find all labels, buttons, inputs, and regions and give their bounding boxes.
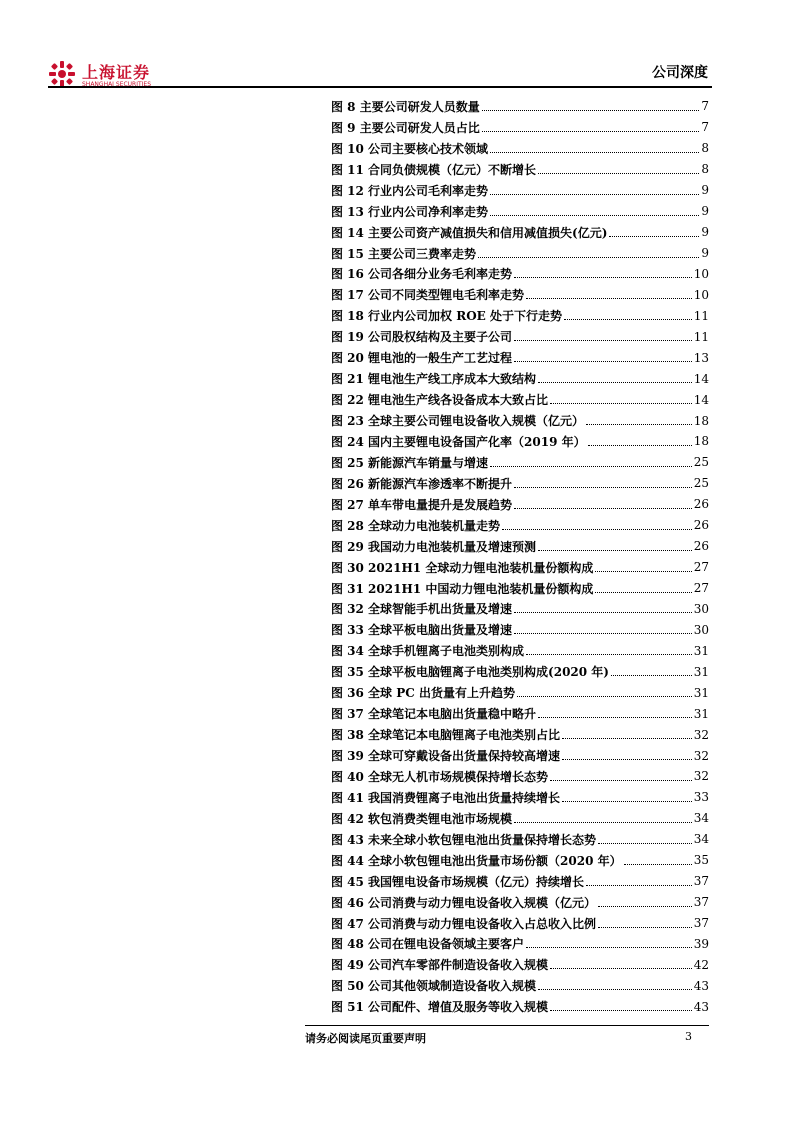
toc-dot-leader bbox=[624, 864, 692, 865]
toc-entry[interactable] bbox=[331, 96, 709, 117]
toc-entry-page: 30 bbox=[693, 622, 709, 637]
toc-entry-page: 42 bbox=[693, 957, 709, 972]
toc-entry[interactable] bbox=[331, 745, 709, 766]
toc-entry-label: 图 18 行业内公司加权 ROE 处于下行走势 bbox=[331, 309, 562, 324]
toc-entry[interactable] bbox=[331, 787, 709, 808]
toc-dot-leader bbox=[514, 612, 692, 613]
toc-entry[interactable] bbox=[331, 619, 709, 640]
toc-entry-label: 图 21 锂电池生产线工序成本大致结构 bbox=[331, 372, 537, 387]
toc-dot-leader bbox=[598, 927, 692, 928]
toc-entry[interactable] bbox=[331, 389, 709, 410]
toc-entry[interactable] bbox=[331, 975, 709, 996]
toc-entry-label: 图 48 公司在锂电设备领域主要客户 bbox=[331, 937, 525, 952]
toc-entry-page: 33 bbox=[693, 790, 709, 805]
toc-entry-label: 图 12 行业内公司毛利率走势 bbox=[331, 183, 489, 198]
toc-entry[interactable] bbox=[331, 159, 709, 180]
toc-entry-page: 27 bbox=[693, 560, 709, 575]
toc-dot-leader bbox=[538, 173, 699, 174]
toc-entry[interactable] bbox=[331, 347, 709, 368]
toc-dot-leader bbox=[526, 654, 692, 655]
toc-entry[interactable] bbox=[331, 180, 709, 201]
figure-table-of-contents bbox=[331, 96, 709, 1017]
toc-dot-leader bbox=[598, 843, 692, 844]
toc-entry-page: 31 bbox=[693, 643, 709, 658]
toc-entry-label: 图 8 主要公司研发人员数量 bbox=[331, 99, 480, 114]
toc-entry-label: 图 40 全球无人机市场规模保持增长态势 bbox=[331, 769, 549, 784]
toc-entry-page: 34 bbox=[693, 811, 709, 826]
toc-entry-label: 图 16 公司各细分业务毛利率走势 bbox=[331, 267, 513, 282]
toc-entry-page: 9 bbox=[701, 183, 709, 198]
toc-dot-leader bbox=[538, 382, 692, 383]
toc-entry-page: 32 bbox=[693, 769, 709, 784]
toc-entry[interactable] bbox=[331, 913, 709, 934]
toc-entry-page: 25 bbox=[693, 455, 709, 470]
toc-dot-leader bbox=[595, 592, 691, 593]
toc-entry[interactable] bbox=[331, 682, 709, 703]
toc-entry-label: 图 44 全球小软包锂电池出货量市场份额（2020 年） bbox=[331, 853, 622, 868]
toc-entry[interactable] bbox=[331, 138, 709, 159]
document-type-label: 公司深度 bbox=[652, 65, 708, 81]
toc-entry-page: 11 bbox=[693, 329, 709, 344]
toc-entry[interactable] bbox=[331, 452, 709, 473]
toc-entry[interactable] bbox=[331, 557, 709, 578]
toc-entry[interactable] bbox=[331, 515, 709, 536]
toc-entry-page: 13 bbox=[693, 350, 709, 365]
toc-entry-page: 26 bbox=[693, 497, 709, 512]
toc-entry-page: 14 bbox=[693, 371, 709, 386]
logo-english-text: SHANGHAI SECURITIES bbox=[82, 81, 152, 88]
toc-entry[interactable] bbox=[331, 410, 709, 431]
toc-entry-label: 图 15 主要公司三费率走势 bbox=[331, 246, 477, 261]
footer-divider bbox=[305, 1025, 709, 1026]
toc-entry-label: 图 19 公司股权结构及主要子公司 bbox=[331, 330, 513, 345]
toc-entry[interactable] bbox=[331, 871, 709, 892]
header-divider bbox=[48, 86, 712, 88]
toc-dot-leader bbox=[609, 236, 699, 237]
toc-entry[interactable] bbox=[331, 578, 709, 599]
toc-entry[interactable] bbox=[331, 431, 709, 452]
toc-entry-label: 图 35 全球平板电脑锂离子电池类别构成(2020 年) bbox=[331, 665, 609, 680]
toc-entry-page: 37 bbox=[693, 916, 709, 931]
toc-entry-page: 37 bbox=[693, 895, 709, 910]
toc-entry-page: 9 bbox=[701, 204, 709, 219]
toc-entry-label: 图 26 新能源汽车渗透率不断提升 bbox=[331, 476, 513, 491]
toc-entry-label: 图 28 全球动力电池装机量走势 bbox=[331, 518, 501, 533]
toc-dot-leader bbox=[514, 340, 692, 341]
toc-dot-leader bbox=[517, 696, 692, 697]
toc-entry-label: 图 20 锂电池的一般生产工艺过程 bbox=[331, 351, 513, 366]
toc-entry-label: 图 47 公司消费与动力锂电设备收入占总收入比例 bbox=[331, 916, 597, 931]
toc-entry[interactable] bbox=[331, 934, 709, 955]
toc-entry-label: 图 51 公司配件、增值及服务等收入规模 bbox=[331, 1000, 549, 1015]
toc-entry[interactable] bbox=[331, 996, 709, 1017]
toc-entry-label: 图 23 全球主要公司锂电设备收入规模（亿元） bbox=[331, 414, 585, 429]
toc-entry[interactable] bbox=[331, 536, 709, 557]
toc-dot-leader bbox=[514, 508, 692, 509]
toc-entry-label: 图 10 公司主要核心技术领域 bbox=[331, 141, 489, 156]
toc-entry-page: 10 bbox=[693, 266, 709, 281]
toc-entry-label: 图 31 2021H1 中国动力锂电池装机量份额构成 bbox=[331, 581, 594, 596]
toc-entry-page: 35 bbox=[693, 853, 709, 868]
toc-entry-page: 9 bbox=[701, 225, 709, 240]
toc-entry-page: 37 bbox=[693, 874, 709, 889]
toc-entry-label: 图 14 主要公司资产减值损失和信用减值损失(亿元) bbox=[331, 225, 608, 240]
toc-entry-page: 18 bbox=[693, 434, 709, 449]
toc-entry-page: 27 bbox=[693, 581, 709, 596]
toc-entry[interactable] bbox=[331, 284, 709, 305]
toc-dot-leader bbox=[562, 759, 692, 760]
toc-entry[interactable] bbox=[331, 599, 709, 620]
toc-entry-label: 图 45 我国锂电设备市场规模（亿元）持续增长 bbox=[331, 874, 585, 889]
toc-entry[interactable] bbox=[331, 661, 709, 682]
toc-entry-page: 26 bbox=[693, 518, 709, 533]
toc-dot-leader bbox=[490, 152, 699, 153]
toc-entry-label: 图 33 全球平板电脑出货量及增速 bbox=[331, 623, 513, 638]
toc-dot-leader bbox=[490, 215, 699, 216]
toc-entry[interactable] bbox=[331, 243, 709, 264]
toc-entry-label: 图 42 软包消费类锂电池市场规模 bbox=[331, 811, 513, 826]
toc-dot-leader bbox=[586, 885, 692, 886]
toc-dot-leader bbox=[514, 487, 692, 488]
toc-entry-label: 图 37 全球笔记本电脑出货量稳中略升 bbox=[331, 707, 537, 722]
toc-entry-label: 图 25 新能源汽车销量与增速 bbox=[331, 455, 489, 470]
toc-entry-page: 32 bbox=[693, 748, 709, 763]
toc-entry-label: 图 39 全球可穿戴设备出货量保持较高增速 bbox=[331, 749, 561, 764]
toc-entry-label: 图 32 全球智能手机出货量及增速 bbox=[331, 602, 513, 617]
toc-dot-leader bbox=[564, 319, 692, 320]
toc-dot-leader bbox=[490, 194, 699, 195]
toc-entry-page: 9 bbox=[701, 246, 709, 261]
toc-dot-leader bbox=[502, 529, 692, 530]
toc-dot-leader bbox=[562, 801, 692, 802]
toc-entry[interactable] bbox=[331, 305, 709, 326]
toc-entry-label: 图 34 全球手机锂离子电池类别构成 bbox=[331, 644, 525, 659]
toc-entry-label: 图 43 未来全球小软包锂电池出货量保持增长态势 bbox=[331, 832, 597, 847]
toc-entry-page: 7 bbox=[701, 99, 709, 114]
toc-entry-label: 图 46 公司消费与动力锂电设备收入规模（亿元） bbox=[331, 895, 597, 910]
toc-entry[interactable] bbox=[331, 640, 709, 661]
toc-entry[interactable] bbox=[331, 222, 709, 243]
toc-entry-page: 43 bbox=[693, 999, 709, 1014]
toc-dot-leader bbox=[526, 947, 692, 948]
toc-entry-label: 图 36 全球 PC 出货量有上升趋势 bbox=[331, 686, 515, 701]
toc-entry[interactable] bbox=[331, 201, 709, 222]
toc-dot-leader bbox=[514, 361, 692, 362]
toc-entry-page: 26 bbox=[693, 539, 709, 554]
toc-entry-label: 图 13 行业内公司净利率走势 bbox=[331, 204, 489, 219]
logo-emblem-icon bbox=[48, 60, 76, 88]
toc-entry-label: 图 38 全球笔记本电脑锂离子电池类别占比 bbox=[331, 728, 561, 743]
toc-entry-label: 图 49 公司汽车零部件制造设备收入规模 bbox=[331, 958, 549, 973]
toc-dot-leader bbox=[514, 822, 692, 823]
page-number: 3 bbox=[685, 1030, 692, 1043]
toc-dot-leader bbox=[550, 780, 692, 781]
toc-entry-page: 32 bbox=[693, 727, 709, 742]
toc-entry[interactable] bbox=[331, 808, 709, 829]
toc-entry-page: 31 bbox=[693, 706, 709, 721]
toc-entry[interactable] bbox=[331, 326, 709, 347]
toc-dot-leader bbox=[482, 110, 700, 111]
toc-entry-label: 图 29 我国动力电池装机量及增速预测 bbox=[331, 539, 537, 554]
toc-entry-label: 图 22 锂电池生产线各设备成本大致占比 bbox=[331, 393, 549, 408]
toc-dot-leader bbox=[538, 989, 692, 990]
toc-dot-leader bbox=[490, 466, 692, 467]
toc-entry-page: 14 bbox=[693, 392, 709, 407]
toc-entry-page: 30 bbox=[693, 601, 709, 616]
toc-entry-page: 8 bbox=[701, 162, 709, 177]
toc-entry[interactable] bbox=[331, 473, 709, 494]
toc-entry-page: 10 bbox=[693, 287, 709, 302]
toc-dot-leader bbox=[478, 257, 699, 258]
toc-entry-label: 图 17 公司不同类型锂电毛利率走势 bbox=[331, 288, 525, 303]
toc-entry[interactable] bbox=[331, 117, 709, 138]
toc-entry[interactable] bbox=[331, 954, 709, 975]
toc-dot-leader bbox=[550, 968, 692, 969]
toc-entry-label: 图 24 国内主要锂电设备国产化率（2019 年） bbox=[331, 434, 586, 449]
toc-dot-leader bbox=[595, 571, 691, 572]
toc-entry[interactable] bbox=[331, 264, 709, 285]
toc-entry-label: 图 27 单车带电量提升是发展趋势 bbox=[331, 497, 513, 512]
toc-dot-leader bbox=[550, 403, 692, 404]
toc-dot-leader bbox=[538, 550, 692, 551]
toc-entry[interactable] bbox=[331, 766, 709, 787]
toc-dot-leader bbox=[514, 277, 692, 278]
toc-entry[interactable] bbox=[331, 892, 709, 913]
toc-entry-page: 8 bbox=[701, 141, 709, 156]
toc-entry[interactable] bbox=[331, 850, 709, 871]
toc-dot-leader bbox=[588, 445, 692, 446]
toc-entry[interactable] bbox=[331, 724, 709, 745]
toc-dot-leader bbox=[562, 738, 692, 739]
toc-entry-label: 图 9 主要公司研发人员占比 bbox=[331, 120, 480, 135]
toc-dot-leader bbox=[514, 633, 692, 634]
logo-chinese-text: 上海证券 bbox=[82, 63, 151, 82]
toc-dot-leader bbox=[611, 675, 692, 676]
toc-entry[interactable] bbox=[331, 494, 709, 515]
toc-dot-leader bbox=[598, 906, 692, 907]
toc-entry-page: 31 bbox=[693, 685, 709, 700]
toc-entry-page: 31 bbox=[693, 664, 709, 679]
toc-entry-label: 图 11 合同负债规模（亿元）不断增长 bbox=[331, 162, 537, 177]
toc-entry-page: 43 bbox=[693, 978, 709, 993]
toc-dot-leader bbox=[586, 424, 692, 425]
toc-entry-label: 图 41 我国消费锂离子电池出货量持续增长 bbox=[331, 790, 561, 805]
toc-entry-page: 18 bbox=[693, 413, 709, 428]
page-header bbox=[48, 56, 708, 96]
toc-entry-page: 25 bbox=[693, 476, 709, 491]
toc-entry[interactable] bbox=[331, 368, 709, 389]
toc-entry-label: 图 50 公司其他领域制造设备收入规模 bbox=[331, 979, 537, 994]
toc-dot-leader bbox=[538, 717, 692, 718]
toc-entry[interactable] bbox=[331, 829, 709, 850]
toc-entry[interactable] bbox=[331, 703, 709, 724]
toc-dot-leader bbox=[482, 131, 700, 132]
toc-entry-page: 7 bbox=[701, 120, 709, 135]
toc-entry-page: 39 bbox=[693, 936, 709, 951]
toc-entry-page: 34 bbox=[693, 832, 709, 847]
toc-entry-label: 图 30 2021H1 全球动力锂电池装机量份额构成 bbox=[331, 560, 594, 575]
toc-dot-leader bbox=[526, 298, 692, 299]
toc-entry-page: 11 bbox=[693, 308, 709, 323]
disclaimer-note: 请务必阅读尾页重要声明 bbox=[305, 1032, 426, 1045]
toc-dot-leader bbox=[550, 1010, 692, 1011]
